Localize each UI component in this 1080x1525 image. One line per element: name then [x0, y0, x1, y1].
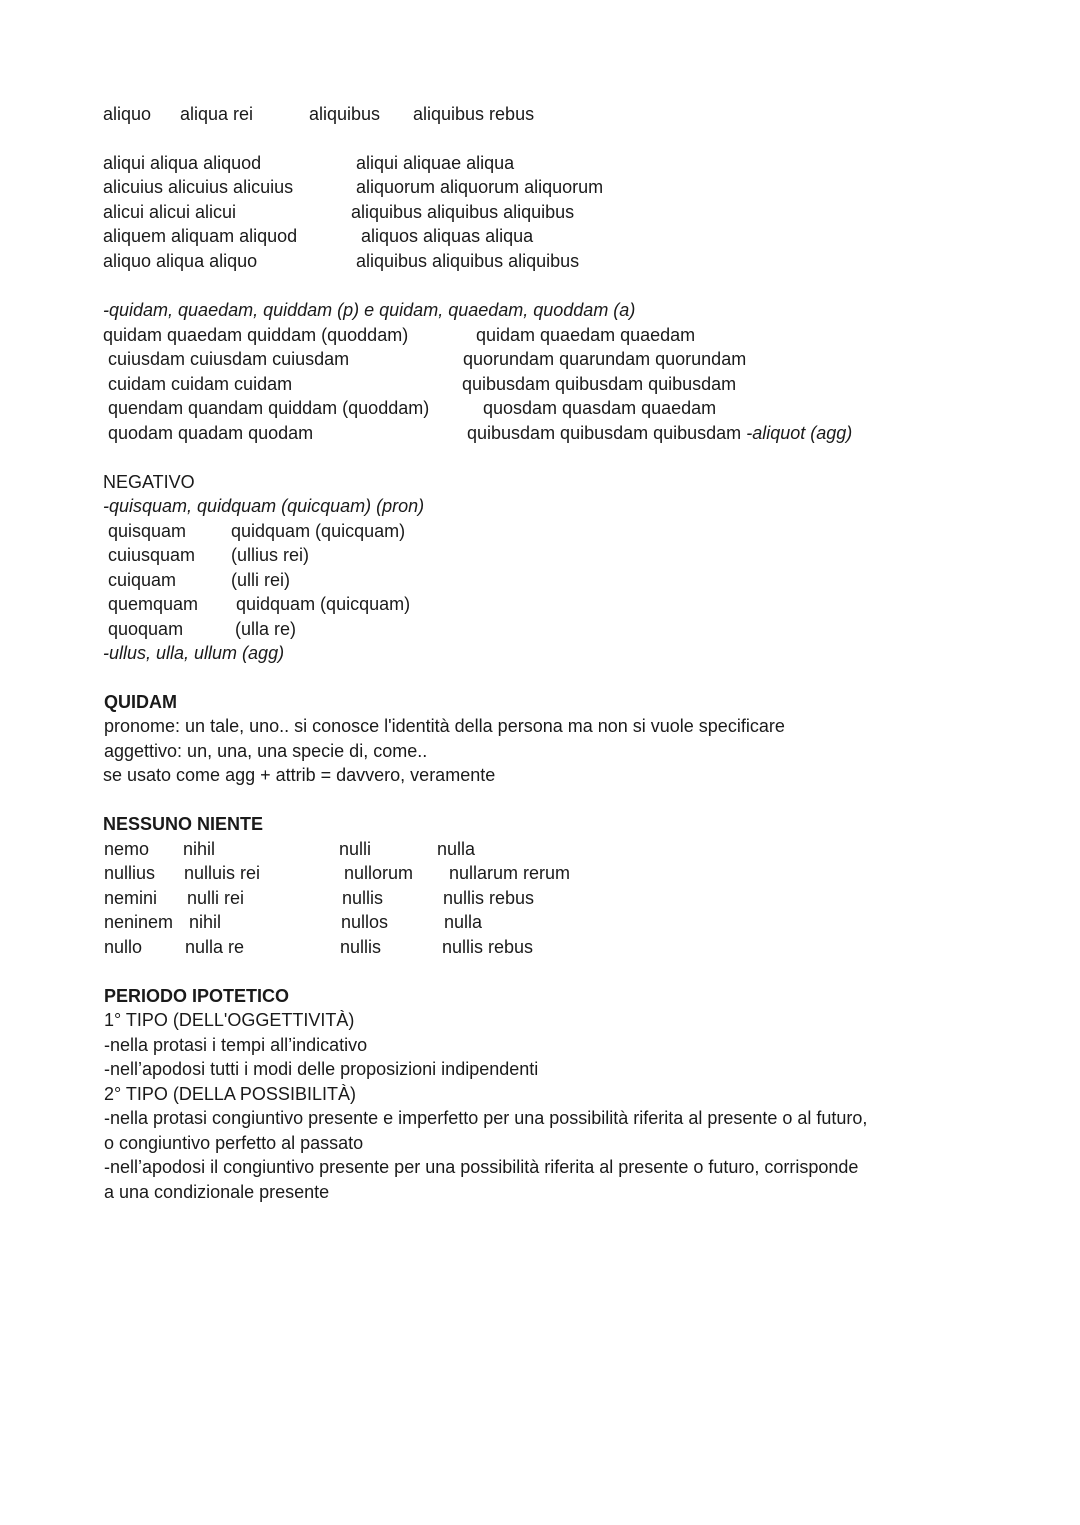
- nessuno-r3-c4: nullis rebus: [443, 888, 535, 908]
- quidam-heading: -quidam, quaedam, quiddam (p) e quidam, quaedam, quoddam (a): [103, 300, 636, 320]
- quidam-left-4: quendam quandam quiddam (quoddam): [108, 398, 430, 418]
- top-word-4: aliquibus rebus: [413, 104, 535, 124]
- nessuno-r1-c4: nulla: [437, 839, 476, 859]
- nessuno-r1-c3: nulli: [339, 839, 372, 859]
- quidam-def-line-2: aggettivo: un, una, una specie di, come..: [104, 741, 428, 761]
- periodo-line-8: a una condizionale presente: [104, 1182, 330, 1202]
- nessuno-r4-c2: nihil: [189, 912, 222, 932]
- nessuno-r2-c2: nulluis rei: [184, 863, 261, 883]
- periodo-line-4: 2° TIPO (DELLA POSSIBILITÀ): [104, 1084, 356, 1104]
- nessuno-r1-c2: nihil: [183, 839, 216, 859]
- nessuno-r4-c1: neninem: [104, 912, 174, 932]
- nessuno-r4-c4: nulla: [444, 912, 483, 932]
- top-word-3: aliquibus: [309, 104, 381, 124]
- negativo-row-3-b: (ulli rei): [231, 570, 291, 590]
- negativo-subtitle: -quisquam, quidquam (quicquam) (pron): [103, 496, 425, 516]
- periodo-line-3: -nell’apodosi tutti i modi delle proposizioni indipendenti: [104, 1059, 539, 1079]
- nessuno-r1-c1: nemo: [104, 839, 150, 859]
- quidam-right-3: quibusdam quibusdam quibusdam: [462, 374, 737, 394]
- top-word-1: aliquo: [103, 104, 152, 124]
- quidam-right-1: quidam quaedam quaedam: [476, 325, 696, 345]
- aliqui-left-2: alicuius alicuius alicuius: [103, 177, 294, 197]
- nessuno-r2-c3: nullorum: [344, 863, 414, 883]
- nessuno-r3-c2: nulli rei: [187, 888, 245, 908]
- nessuno-r4-c3: nullos: [341, 912, 389, 932]
- negativo-title: NEGATIVO: [103, 472, 195, 492]
- periodo-line-6: o congiuntivo perfetto al passato: [104, 1133, 364, 1153]
- negativo-row-5-a: quoquam: [108, 619, 184, 639]
- nessuno-r5-c3: nullis: [340, 937, 382, 957]
- top-word-2: aliqua rei: [180, 104, 254, 124]
- aliqui-right-1: aliqui aliquae aliqua: [356, 153, 515, 173]
- quidam-right-2: quorundam quarundam quorundam: [463, 349, 747, 369]
- negativo-row-1-b: quidquam (quicquam): [231, 521, 406, 541]
- aliqui-left-4: aliquem aliquam aliquod: [103, 226, 298, 246]
- negativo-footer: -ullus, ulla, ullum (agg): [103, 643, 285, 663]
- quidam-left-2: cuiusdam cuiusdam cuiusdam: [108, 349, 350, 369]
- quidam-left-5: quodam quadam quodam: [108, 423, 314, 443]
- quidam-def-line-1: pronome: un tale, uno.. si conosce l'identità della persona ma non si vuole specificare: [104, 716, 785, 736]
- negativo-row-2-a: cuiusquam: [108, 545, 196, 565]
- nessuno-title: NESSUNO NIENTE: [103, 814, 264, 834]
- aliqui-left-1: aliqui aliqua aliquod: [103, 153, 262, 173]
- quidam-def-title: QUIDAM: [104, 692, 177, 712]
- periodo-line-2: -nella protasi i tempi all’indicativo: [104, 1035, 368, 1055]
- nessuno-r5-c2: nulla re: [185, 937, 245, 957]
- aliqui-right-2: aliquorum aliquorum aliquorum: [356, 177, 604, 197]
- aliqui-left-5: aliquo aliqua aliquo: [103, 251, 258, 271]
- periodo-line-5: -nella protasi congiuntivo presente e imperfetto per una possibilità riferita al presente o al futuro,: [104, 1108, 868, 1128]
- aliquot-note: -aliquot (agg): [746, 423, 853, 443]
- quidam-right-5-text: quibusdam quibusdam quibusdam: [467, 423, 742, 443]
- negativo-row-1-a: quisquam: [108, 521, 187, 541]
- periodo-line-1: 1° TIPO (DELL'OGGETTIVITÀ): [104, 1010, 355, 1030]
- aliqui-left-3: alicui alicui alicui: [103, 202, 237, 222]
- quidam-left-3: cuidam cuidam cuidam: [108, 374, 293, 394]
- negativo-row-2-b: (ullius rei): [231, 545, 310, 565]
- negativo-row-4-b: quidquam (quicquam): [236, 594, 411, 614]
- periodo-title: PERIODO IPOTETICO: [104, 986, 290, 1006]
- aliqui-right-4: aliquos aliquas aliqua: [361, 226, 534, 246]
- negativo-row-5-b: (ulla re): [235, 619, 297, 639]
- quidam-def-line-3: se usato come agg + attrib = davvero, veramente: [103, 765, 496, 785]
- quidam-right-5: [467, 422, 852, 444]
- nessuno-r5-c4: nullis rebus: [442, 937, 534, 957]
- negativo-row-3-a: cuiquam: [108, 570, 177, 590]
- nessuno-r3-c3: nullis: [342, 888, 384, 908]
- aliqui-right-3: aliquibus aliquibus aliquibus: [351, 202, 575, 222]
- nessuno-r2-c4: nullarum rerum: [449, 863, 571, 883]
- quidam-right-4: quosdam quasdam quaedam: [483, 398, 717, 418]
- aliqui-right-5: aliquibus aliquibus aliquibus: [356, 251, 580, 271]
- nessuno-r5-c1: nullo: [104, 937, 143, 957]
- negativo-row-4-a: quemquam: [108, 594, 199, 614]
- nessuno-r3-c1: nemini: [104, 888, 158, 908]
- quidam-left-1: quidam quaedam quiddam (quoddam): [103, 325, 409, 345]
- nessuno-r2-c1: nullius: [104, 863, 156, 883]
- periodo-line-7: -nell’apodosi il congiuntivo presente per una possibilità riferita al presente o futuro, corrisponde: [104, 1157, 859, 1177]
